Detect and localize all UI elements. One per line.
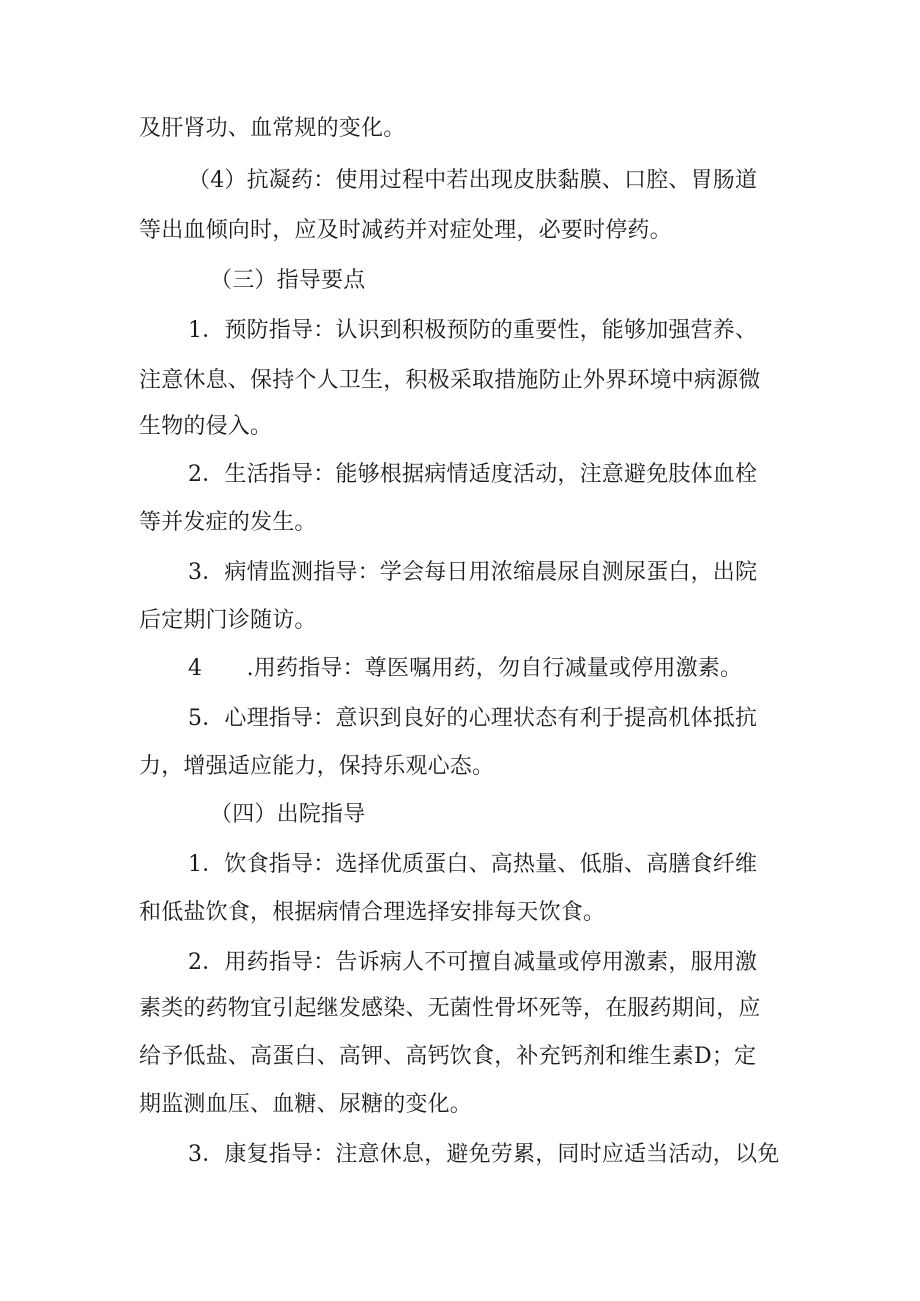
paragraph-line: 后定期门诊随访。 [139, 608, 317, 633]
paragraph-line: 给予低盐、高蛋白、高钾、高钙饮食，补充钙剂和维生素D；定 [139, 1044, 757, 1069]
paragraph-line: 及肝肾功、血常规的变化。 [139, 116, 406, 141]
paragraph-line: 和低盐饮食，根据病情合理选择安排每天饮食。 [139, 900, 606, 925]
paragraph-line: 等并发症的发生。 [139, 510, 317, 535]
paragraph-line: 生物的侵入。 [139, 414, 273, 439]
section-heading: （四）出院指导 [210, 802, 366, 827]
paragraph-line: （4）抗凝药：使用过程中若出现皮肤黏膜、口腔、胃肠道 [188, 168, 758, 193]
paragraph-line: 注意休息、保持个人卫生，积极采取措施防止外界环境中病源微 [139, 368, 761, 393]
paragraph-line: 力，增强适应能力，保持乐观心态。 [139, 754, 495, 779]
paragraph-line: 期监测血压、血糖、尿糖的变化。 [139, 1092, 473, 1117]
paragraph-line: 3．病情监测指导：学会每日用浓缩晨尿自测尿蛋白，出院 [188, 560, 758, 585]
paragraph-line: 2．生活指导：能够根据病情适度活动，注意避免肢体血栓 [188, 462, 758, 487]
section-heading: （三）指导要点 [210, 268, 366, 293]
paragraph-line: 4 .用药指导：尊医嘱用药，勿自行减量或停用激素。 [188, 656, 743, 681]
paragraph-line: 3．康复指导：注意休息，避免劳累，同时应适当活动，以免 [188, 1142, 780, 1167]
paragraph-line: 素类的药物宜引起继发感染、无菌性骨坏死等，在服药期间，应 [139, 996, 761, 1021]
paragraph-line: 1．预防指导：认识到积极预防的重要性，能够加强营养、 [188, 318, 758, 343]
paragraph-line: 5．心理指导：意识到良好的心理状态有利于提高机体抵抗 [188, 706, 758, 731]
paragraph-line: 等出血倾向时，应及时减药并对症处理，必要时停药。 [139, 218, 672, 243]
paragraph-line: 1．饮食指导：选择优质蛋白、高热量、低脂、高膳食纤维 [188, 852, 758, 877]
paragraph-line: 2．用药指导：告诉病人不可擅自减量或停用激素，服用激 [188, 950, 758, 975]
